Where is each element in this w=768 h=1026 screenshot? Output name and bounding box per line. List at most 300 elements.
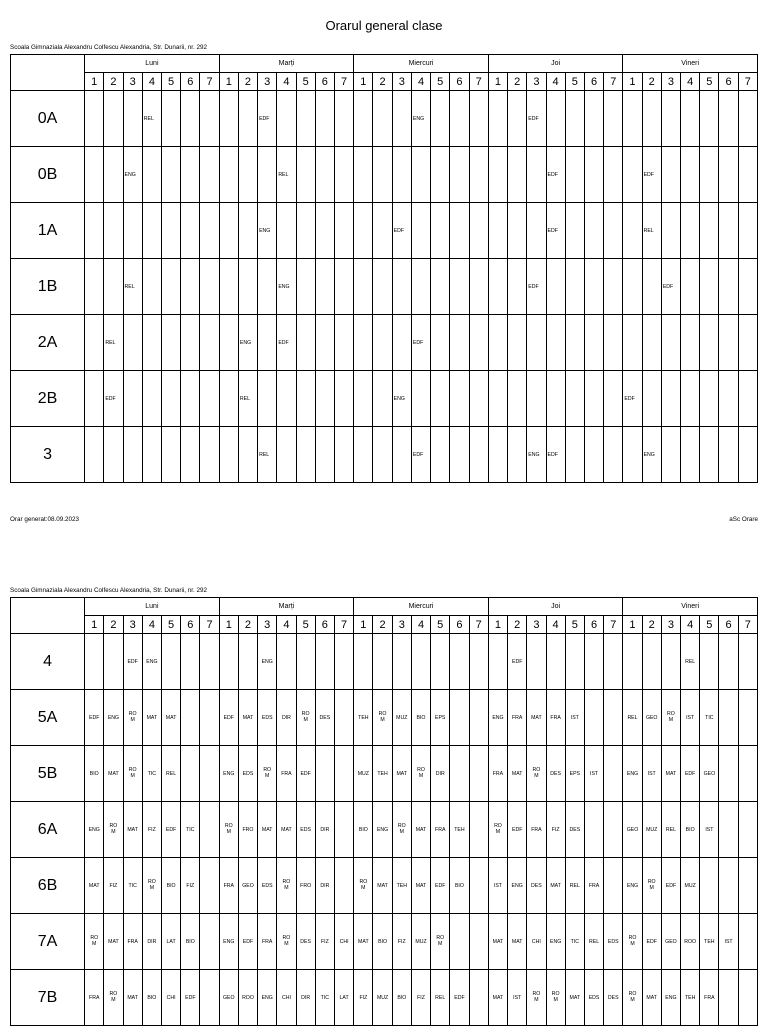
lesson-cell xyxy=(738,371,757,427)
period-number: 6 xyxy=(450,73,469,91)
lesson-cell xyxy=(315,203,334,259)
lesson-subject: MUZ xyxy=(357,770,369,777)
lesson-cell xyxy=(681,634,700,690)
lesson-subject: RO M xyxy=(224,823,233,835)
lesson-cell xyxy=(411,147,430,203)
lesson-cell xyxy=(546,690,565,746)
lesson-cell xyxy=(181,371,200,427)
lesson-cell xyxy=(296,91,315,147)
lesson-cell xyxy=(411,203,430,259)
lesson-cell xyxy=(508,802,527,858)
lesson-cell xyxy=(546,147,565,203)
lesson-cell xyxy=(738,427,757,483)
lesson-cell xyxy=(104,858,123,914)
lesson-cell xyxy=(200,634,219,690)
lesson-subject: TIC xyxy=(570,938,579,945)
lesson-cell xyxy=(296,690,315,746)
lesson-subject: EDF xyxy=(662,283,674,290)
period-number: 5 xyxy=(700,616,719,634)
lesson-cell xyxy=(450,746,469,802)
lesson-cell xyxy=(85,634,104,690)
lesson-cell xyxy=(508,427,527,483)
lesson-cell xyxy=(719,315,738,371)
lesson-cell xyxy=(661,371,680,427)
lesson-cell xyxy=(277,914,296,970)
period-number: 3 xyxy=(392,616,411,634)
period-number: 4 xyxy=(142,616,161,634)
lesson-cell xyxy=(373,634,392,690)
lesson-subject: EDF xyxy=(646,938,657,945)
lesson-subject: ENG xyxy=(549,938,562,945)
lesson-subject: IST xyxy=(513,994,522,1001)
lesson-cell xyxy=(373,371,392,427)
lesson-cell xyxy=(392,259,411,315)
lesson-cell xyxy=(296,427,315,483)
lesson-cell xyxy=(431,203,450,259)
corner-cell xyxy=(11,598,85,634)
lesson-cell xyxy=(681,315,700,371)
lesson-subject: EDF xyxy=(547,171,558,178)
lesson-subject: MUZ xyxy=(376,994,389,1001)
lesson-cell xyxy=(161,91,180,147)
lesson-cell xyxy=(642,858,661,914)
lesson-cell xyxy=(104,91,123,147)
lesson-cell xyxy=(661,858,680,914)
lesson-cell xyxy=(546,315,565,371)
lesson-cell xyxy=(623,427,642,483)
lesson-subject: MAT xyxy=(358,938,369,945)
lesson-subject: ENG xyxy=(376,826,389,833)
lesson-cell xyxy=(488,371,507,427)
lesson-subject: ENG xyxy=(492,714,504,721)
period-number: 5 xyxy=(161,616,180,634)
lesson-cell xyxy=(431,371,450,427)
lesson-cell xyxy=(488,970,507,1026)
lesson-subject: FRA xyxy=(435,826,446,833)
lesson-subject: DIR xyxy=(320,882,330,889)
timetable xyxy=(10,54,758,483)
lesson-subject: MAT xyxy=(165,714,177,721)
lesson-cell xyxy=(200,970,219,1026)
lesson-cell xyxy=(373,259,392,315)
lesson-cell xyxy=(661,690,680,746)
lesson-cell xyxy=(219,970,238,1026)
lesson-cell xyxy=(700,690,719,746)
period-number: 1 xyxy=(219,616,238,634)
lesson-subject: FRA xyxy=(511,714,523,721)
lesson-cell xyxy=(681,802,700,858)
lesson-subject: GEO xyxy=(626,826,639,833)
lesson-subject: DES xyxy=(569,826,581,833)
lesson-cell xyxy=(315,802,334,858)
lesson-subject: GEO xyxy=(223,994,235,1001)
lesson-cell xyxy=(142,371,161,427)
lesson-cell xyxy=(161,371,180,427)
lesson-cell xyxy=(738,259,757,315)
lesson-cell xyxy=(296,371,315,427)
lesson-cell xyxy=(181,970,200,1026)
lesson-subject: FRA xyxy=(89,994,100,1001)
lesson-cell xyxy=(604,203,623,259)
lesson-subject: GEO xyxy=(665,938,677,945)
lesson-subject: BIO xyxy=(397,994,407,1001)
lesson-subject: RO M xyxy=(667,711,675,723)
lesson-cell xyxy=(642,259,661,315)
lesson-cell xyxy=(238,746,257,802)
lesson-cell xyxy=(681,858,700,914)
lesson-cell xyxy=(85,315,104,371)
period-number: 6 xyxy=(181,73,200,91)
lesson-cell xyxy=(700,802,719,858)
lesson-cell xyxy=(719,147,738,203)
lesson-cell xyxy=(431,427,450,483)
brand-label: aSc Orare xyxy=(729,516,758,523)
lesson-subject: EDF xyxy=(643,171,654,178)
lesson-cell xyxy=(488,259,507,315)
lesson-cell xyxy=(161,147,180,203)
class-row xyxy=(11,315,758,371)
lesson-subject: MAT xyxy=(146,714,158,721)
lesson-cell xyxy=(469,634,488,690)
lesson-subject: ENG xyxy=(239,339,252,346)
lesson-cell xyxy=(123,427,142,483)
lesson-cell xyxy=(681,371,700,427)
lesson-subject: RO M xyxy=(436,935,445,947)
lesson-subject: FIZ xyxy=(359,994,368,1001)
lesson-subject: ENG xyxy=(261,994,273,1001)
lesson-cell xyxy=(508,315,527,371)
lesson-subject: ENG xyxy=(261,658,273,665)
class-name: 6B xyxy=(11,858,85,914)
lesson-cell xyxy=(584,371,603,427)
lesson-cell xyxy=(85,371,104,427)
lesson-cell xyxy=(700,315,719,371)
lesson-cell xyxy=(392,147,411,203)
lesson-subject: EDF xyxy=(624,395,635,402)
lesson-subject: RO M xyxy=(282,879,291,891)
lesson-cell xyxy=(104,371,123,427)
lesson-subject: FIZ xyxy=(109,882,118,889)
class-row xyxy=(11,427,758,483)
lesson-cell xyxy=(565,970,584,1026)
lesson-cell xyxy=(373,970,392,1026)
lesson-cell xyxy=(681,914,700,970)
lesson-subject: REL xyxy=(166,770,177,777)
lesson-cell xyxy=(450,371,469,427)
lesson-subject: TIC xyxy=(705,714,714,721)
lesson-subject: EDF xyxy=(511,826,523,833)
lesson-cell xyxy=(373,203,392,259)
period-number: 6 xyxy=(181,616,200,634)
lesson-cell xyxy=(584,91,603,147)
lesson-cell xyxy=(431,259,450,315)
lesson-cell xyxy=(604,147,623,203)
lesson-cell xyxy=(277,802,296,858)
lesson-cell xyxy=(642,91,661,147)
class-name: 2B xyxy=(11,371,85,427)
lesson-cell xyxy=(738,914,757,970)
lesson-cell xyxy=(508,970,527,1026)
lesson-cell xyxy=(334,147,353,203)
lesson-cell xyxy=(642,203,661,259)
lesson-subject: FRO xyxy=(242,826,254,833)
lesson-cell xyxy=(623,315,642,371)
lesson-cell xyxy=(354,802,373,858)
lesson-subject: REL xyxy=(589,938,600,945)
lesson-cell xyxy=(700,634,719,690)
lesson-cell xyxy=(142,91,161,147)
lesson-cell xyxy=(584,746,603,802)
lesson-cell xyxy=(181,259,200,315)
lesson-cell xyxy=(661,634,680,690)
lesson-cell xyxy=(431,802,450,858)
lesson-subject: RO M xyxy=(109,991,118,1003)
lesson-cell xyxy=(238,203,257,259)
lesson-cell xyxy=(738,690,757,746)
lesson-cell xyxy=(104,634,123,690)
lesson-cell xyxy=(161,634,180,690)
lesson-cell xyxy=(277,315,296,371)
lesson-subject: REL xyxy=(105,339,116,346)
period-number: 4 xyxy=(681,73,700,91)
period-header-row xyxy=(11,73,758,91)
lesson-cell xyxy=(123,802,142,858)
lesson-cell xyxy=(277,634,296,690)
lesson-cell xyxy=(642,427,661,483)
lesson-subject: MAT xyxy=(377,882,388,889)
lesson-cell xyxy=(488,427,507,483)
lesson-cell xyxy=(546,371,565,427)
lesson-cell xyxy=(431,914,450,970)
lesson-subject: TEH xyxy=(377,770,388,777)
lesson-cell xyxy=(411,634,430,690)
lesson-cell xyxy=(392,371,411,427)
lesson-cell xyxy=(488,746,507,802)
period-number: 2 xyxy=(238,616,257,634)
lesson-subject: FRA xyxy=(223,882,234,889)
lesson-cell xyxy=(469,746,488,802)
lesson-cell xyxy=(623,970,642,1026)
class-row xyxy=(11,746,758,802)
period-number: 1 xyxy=(354,616,373,634)
lesson-subject: FIZ xyxy=(551,826,560,833)
lesson-cell xyxy=(123,91,142,147)
lesson-cell xyxy=(450,91,469,147)
class-row xyxy=(11,858,758,914)
lesson-subject: EDS xyxy=(242,770,254,777)
lesson-cell xyxy=(219,259,238,315)
lesson-cell xyxy=(681,970,700,1026)
lesson-cell xyxy=(258,91,277,147)
lesson-cell xyxy=(258,315,277,371)
lesson-subject: RO M xyxy=(301,711,310,723)
lesson-cell xyxy=(508,371,527,427)
lesson-cell xyxy=(642,802,661,858)
lesson-cell xyxy=(104,427,123,483)
lesson-cell xyxy=(373,147,392,203)
lesson-cell xyxy=(469,147,488,203)
lesson-cell xyxy=(738,634,757,690)
lesson-cell xyxy=(584,203,603,259)
period-number: 5 xyxy=(565,73,584,91)
lesson-subject: RO M xyxy=(378,711,387,723)
lesson-cell xyxy=(296,259,315,315)
lesson-cell xyxy=(604,914,623,970)
lesson-cell xyxy=(700,746,719,802)
lesson-cell xyxy=(604,802,623,858)
lesson-subject: BIO xyxy=(685,826,695,833)
lesson-cell xyxy=(219,203,238,259)
lesson-cell xyxy=(700,427,719,483)
period-number: 7 xyxy=(200,73,219,91)
lesson-subject: TIC xyxy=(186,826,195,833)
lesson-cell xyxy=(373,91,392,147)
lesson-cell xyxy=(527,427,546,483)
lesson-cell xyxy=(661,147,680,203)
period-number: 1 xyxy=(85,73,104,91)
lesson-subject: EDF xyxy=(165,826,177,833)
lesson-subject: EDF xyxy=(528,283,539,290)
lesson-cell xyxy=(181,315,200,371)
lesson-subject: TEH xyxy=(684,994,696,1001)
lesson-cell xyxy=(238,371,257,427)
day-header-row xyxy=(11,55,758,73)
lesson-cell xyxy=(277,690,296,746)
lesson-cell xyxy=(200,746,219,802)
lesson-subject: MAT xyxy=(108,938,119,945)
class-row xyxy=(11,802,758,858)
lesson-subject: BIO xyxy=(89,770,99,777)
lesson-cell xyxy=(488,858,507,914)
day-header: Miercuri xyxy=(354,598,489,616)
period-number: 7 xyxy=(469,616,488,634)
lesson-cell xyxy=(238,91,257,147)
lesson-subject: DES xyxy=(300,938,311,945)
lesson-cell xyxy=(334,914,353,970)
lesson-subject: TEH xyxy=(454,826,465,833)
lesson-cell xyxy=(719,858,738,914)
lesson-subject: RO M xyxy=(417,767,425,779)
lesson-cell xyxy=(450,259,469,315)
lesson-cell xyxy=(546,970,565,1026)
lesson-subject: EDF xyxy=(185,994,196,1001)
lesson-cell xyxy=(411,371,430,427)
lesson-cell xyxy=(277,259,296,315)
lesson-subject: EDF xyxy=(105,395,116,402)
lesson-subject: CHI xyxy=(166,994,176,1001)
lesson-cell xyxy=(334,371,353,427)
lesson-cell xyxy=(142,746,161,802)
lesson-cell xyxy=(354,203,373,259)
lesson-cell xyxy=(85,427,104,483)
period-number: 6 xyxy=(450,616,469,634)
lesson-cell xyxy=(681,427,700,483)
lesson-cell xyxy=(719,746,738,802)
lesson-subject: MAT xyxy=(415,826,427,833)
lesson-subject: FRA xyxy=(588,882,600,889)
lesson-cell xyxy=(469,203,488,259)
lesson-cell xyxy=(354,914,373,970)
lesson-cell xyxy=(142,914,161,970)
lesson-cell xyxy=(104,315,123,371)
class-row xyxy=(11,91,758,147)
lesson-cell xyxy=(431,858,450,914)
lesson-cell xyxy=(85,203,104,259)
lesson-cell xyxy=(123,746,142,802)
lesson-cell xyxy=(642,690,661,746)
lesson-cell xyxy=(238,427,257,483)
lesson-cell xyxy=(642,746,661,802)
day-header: Vineri xyxy=(623,598,758,616)
lesson-subject: ENG xyxy=(511,882,523,889)
lesson-cell xyxy=(604,746,623,802)
period-number: 7 xyxy=(604,616,623,634)
lesson-subject: MAT xyxy=(261,826,273,833)
lesson-cell xyxy=(623,746,642,802)
lesson-cell xyxy=(623,858,642,914)
lesson-subject: LAT xyxy=(166,938,176,945)
period-number: 7 xyxy=(469,73,488,91)
lesson-cell xyxy=(546,634,565,690)
period-number: 7 xyxy=(334,616,353,634)
lesson-cell xyxy=(527,634,546,690)
lesson-cell xyxy=(469,858,488,914)
lesson-subject: GEO xyxy=(645,714,658,721)
lesson-cell xyxy=(450,802,469,858)
lesson-cell xyxy=(354,634,373,690)
lesson-cell xyxy=(238,858,257,914)
lesson-cell xyxy=(392,91,411,147)
lesson-cell xyxy=(719,802,738,858)
lesson-cell xyxy=(584,427,603,483)
lesson-cell xyxy=(584,858,603,914)
period-number: 7 xyxy=(738,73,757,91)
period-number: 2 xyxy=(104,616,123,634)
lesson-subject: MAT xyxy=(492,994,504,1001)
lesson-subject: DIR xyxy=(435,770,445,777)
lesson-cell xyxy=(85,970,104,1026)
lesson-cell xyxy=(488,802,507,858)
lesson-cell xyxy=(450,858,469,914)
lesson-cell xyxy=(354,371,373,427)
class-row xyxy=(11,203,758,259)
lesson-cell xyxy=(142,315,161,371)
lesson-subject: EDF xyxy=(547,227,558,234)
lesson-cell xyxy=(238,914,257,970)
lesson-cell xyxy=(623,634,642,690)
lesson-cell xyxy=(277,371,296,427)
lesson-cell xyxy=(565,147,584,203)
lesson-subject: EDS xyxy=(588,994,600,1001)
lesson-subject: DES xyxy=(531,882,542,889)
day-header: Miercuri xyxy=(354,55,489,73)
lesson-cell xyxy=(604,315,623,371)
lesson-subject: MAT xyxy=(492,938,504,945)
lesson-subject: ENG xyxy=(223,770,235,777)
lesson-cell xyxy=(334,970,353,1026)
period-number: 2 xyxy=(238,73,257,91)
lesson-cell xyxy=(411,858,430,914)
lesson-subject: MAT xyxy=(108,770,119,777)
lesson-subject: MAT xyxy=(396,770,408,777)
lesson-subject: BIO xyxy=(454,882,464,889)
lesson-subject: REL xyxy=(278,171,289,178)
lesson-cell xyxy=(431,746,450,802)
lesson-subject: REL xyxy=(239,395,250,402)
lesson-cell xyxy=(258,914,277,970)
lesson-subject: EDF xyxy=(547,451,558,458)
lesson-cell xyxy=(258,970,277,1026)
